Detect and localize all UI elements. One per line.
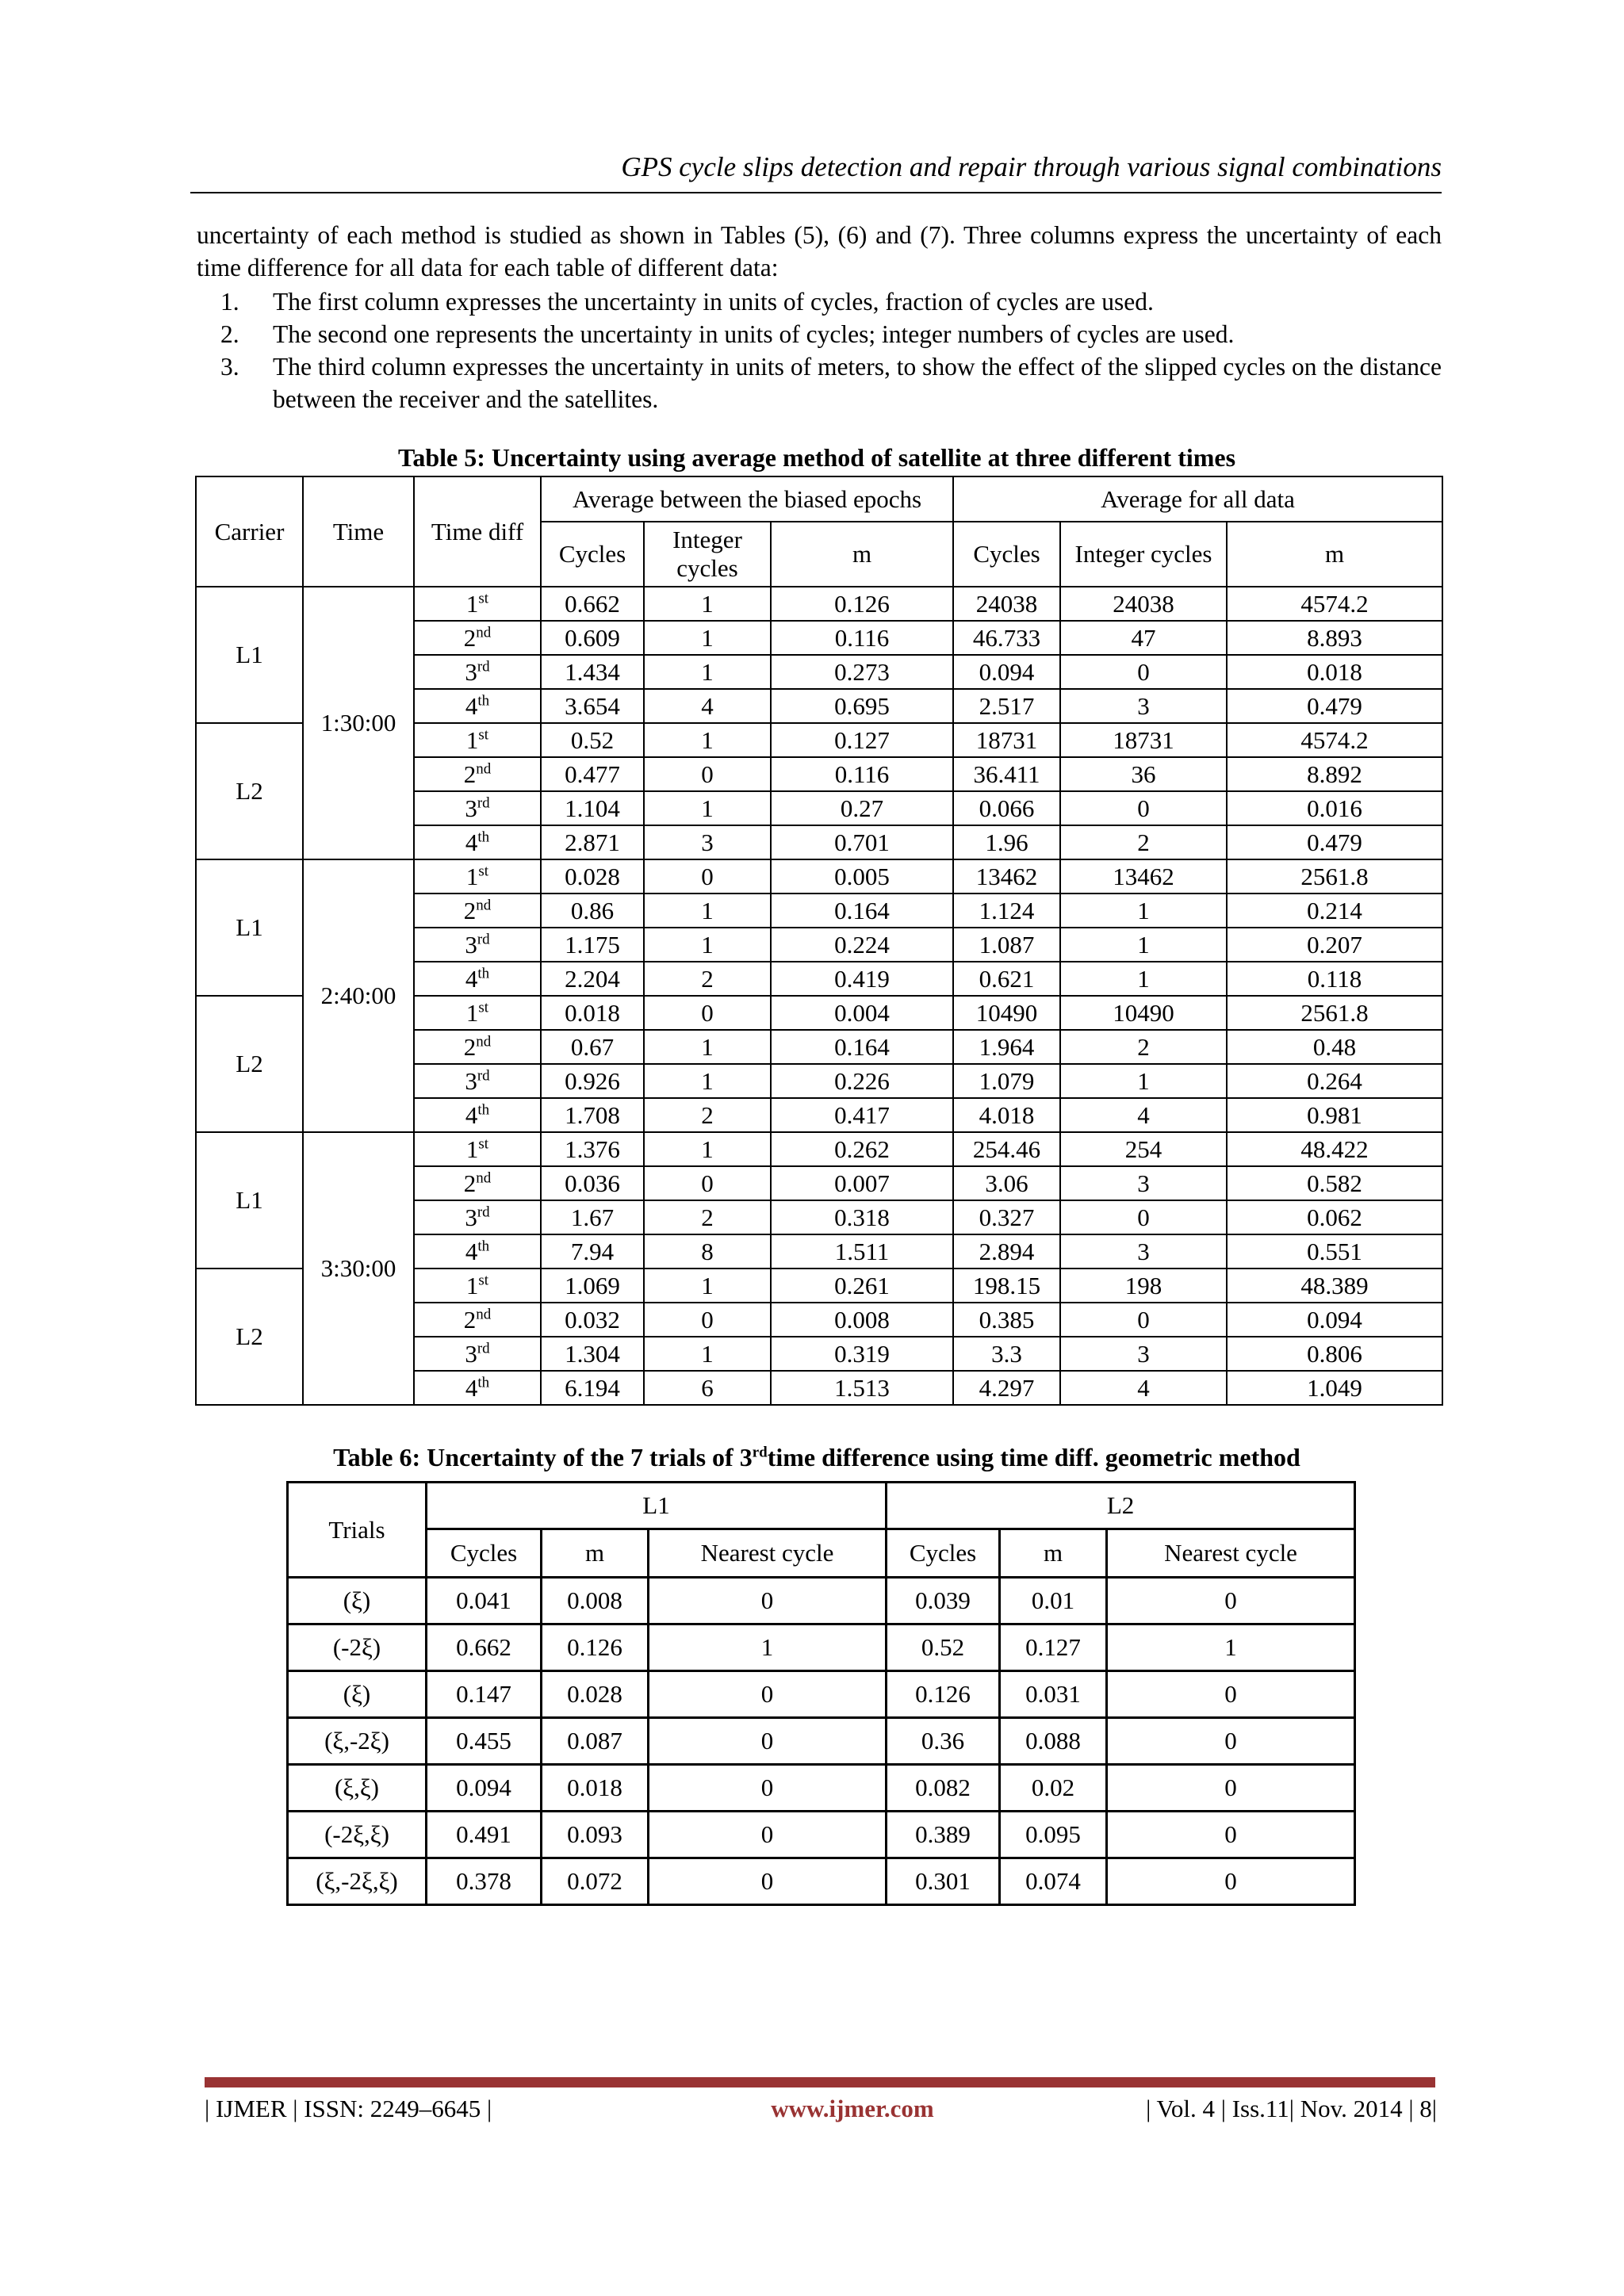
value-cell: 0: [644, 996, 771, 1030]
value-cell: 0.088: [1000, 1718, 1107, 1765]
header-cycles: Cycles: [427, 1529, 542, 1578]
time-diff-cell: 3rd: [414, 791, 541, 825]
value-cell: 0.039: [887, 1578, 1000, 1624]
value-cell: 1.104: [541, 791, 644, 825]
value-cell: 0.008: [542, 1578, 649, 1624]
value-cell: 3: [644, 825, 771, 859]
value-cell: 1: [644, 791, 771, 825]
value-cell: 0.028: [542, 1671, 649, 1718]
value-cell: 10490: [953, 996, 1060, 1030]
value-cell: 0.319: [771, 1337, 953, 1371]
value-cell: 1.175: [541, 928, 644, 962]
value-cell: 1.513: [771, 1371, 953, 1405]
header-cycles: Cycles: [887, 1529, 1000, 1578]
value-cell: 1.124: [953, 894, 1060, 928]
time-diff-cell: 1st: [414, 1269, 541, 1303]
table5-body: [196, 587, 1442, 1405]
time-diff-cell: 2nd: [414, 1166, 541, 1200]
time-diff-cell: 3rd: [414, 1200, 541, 1234]
value-cell: 4.018: [953, 1098, 1060, 1132]
time-cell: 1:30:00: [303, 587, 414, 859]
value-cell: 0.164: [771, 894, 953, 928]
intro-paragraph: uncertainty of each method is studied as shown in Tables (5), (6) and (7). Three columns express the uncertainty of each time difference for all data for each table of different data:: [197, 221, 1442, 281]
value-cell: 1.96: [953, 825, 1060, 859]
value-cell: 0.005: [771, 859, 953, 894]
value-cell: 0.214: [1227, 894, 1442, 928]
value-cell: 0: [1060, 1200, 1227, 1234]
trial-cell: (ξ,-2ξ): [288, 1718, 427, 1765]
value-cell: 1.511: [771, 1234, 953, 1269]
value-cell: 0.127: [1000, 1624, 1107, 1671]
value-cell: 0: [649, 1671, 887, 1718]
table6-caption: Table 6: Uncertainty of the 7 trials of 3rdtime difference using time diff. geometric method: [333, 1443, 1300, 1471]
value-cell: 254.46: [953, 1132, 1060, 1166]
header-group-biased: Average between the biased epochs: [541, 476, 953, 522]
value-cell: 3.06: [953, 1166, 1060, 1200]
value-cell: 0: [1107, 1578, 1355, 1624]
value-cell: 254: [1060, 1132, 1227, 1166]
value-cell: 18731: [1060, 723, 1227, 757]
header-m: m: [1000, 1529, 1107, 1578]
value-cell: 0.419: [771, 962, 953, 996]
value-cell: 18731: [953, 723, 1060, 757]
value-cell: 0: [1060, 791, 1227, 825]
table-row: [196, 587, 1442, 621]
table-row: [196, 1132, 1442, 1166]
value-cell: 2561.8: [1227, 859, 1442, 894]
method-list: [197, 285, 1442, 415]
value-cell: 0.226: [771, 1064, 953, 1098]
value-cell: 1.708: [541, 1098, 644, 1132]
value-cell: 0.86: [541, 894, 644, 928]
time-diff-cell: 1st: [414, 587, 541, 621]
value-cell: 1: [644, 1337, 771, 1371]
value-cell: 10490: [1060, 996, 1227, 1030]
value-cell: 3: [1060, 1234, 1227, 1269]
value-cell: 36: [1060, 757, 1227, 791]
time-diff-cell: 3rd: [414, 1064, 541, 1098]
value-cell: 0: [649, 1858, 887, 1905]
value-cell: 0.094: [1227, 1303, 1442, 1337]
value-cell: 46.733: [953, 621, 1060, 655]
list-item: 2. The second one represents the uncertainty in units of cycles; integer numbers of cycles are used.: [220, 320, 1235, 348]
value-cell: 0.01: [1000, 1578, 1107, 1624]
table-row: [288, 1765, 1355, 1812]
table-row: [288, 1812, 1355, 1858]
value-cell: 0.67: [541, 1030, 644, 1064]
header-rule: [190, 192, 1442, 193]
value-cell: 0.318: [771, 1200, 953, 1234]
value-cell: 0.389: [887, 1812, 1000, 1858]
time-diff-cell: 4th: [414, 689, 541, 723]
value-cell: 0.082: [887, 1765, 1000, 1812]
header-m: m: [542, 1529, 649, 1578]
value-cell: 1: [1060, 1064, 1227, 1098]
value-cell: 0.27: [771, 791, 953, 825]
list-item: 3. The third column expresses the uncertainty in units of meters, to show the effect of the slipped cycles on the distance between the receiver and the satellites.: [220, 353, 1442, 413]
value-cell: 0.261: [771, 1269, 953, 1303]
value-cell: 1.087: [953, 928, 1060, 962]
time-diff-cell: 3rd: [414, 928, 541, 962]
value-cell: 0.032: [541, 1303, 644, 1337]
value-cell: 0: [649, 1812, 887, 1858]
time-cell: 2:40:00: [303, 859, 414, 1132]
value-cell: 2: [644, 1098, 771, 1132]
trial-cell: (ξ,ξ): [288, 1765, 427, 1812]
header-group-all: Average for all data: [953, 476, 1442, 522]
value-cell: 8.892: [1227, 757, 1442, 791]
time-diff-cell: 1st: [414, 996, 541, 1030]
value-cell: 0.066: [953, 791, 1060, 825]
value-cell: 0.264: [1227, 1064, 1442, 1098]
value-cell: 0.126: [542, 1624, 649, 1671]
value-cell: 0: [1107, 1858, 1355, 1905]
time-diff-cell: 3rd: [414, 1337, 541, 1371]
value-cell: 4574.2: [1227, 723, 1442, 757]
value-cell: 0.02: [1000, 1765, 1107, 1812]
value-cell: 0.52: [887, 1624, 1000, 1671]
value-cell: 1: [644, 894, 771, 928]
value-cell: 2: [644, 1200, 771, 1234]
value-cell: 1: [649, 1624, 887, 1671]
value-cell: 36.411: [953, 757, 1060, 791]
value-cell: 0.008: [771, 1303, 953, 1337]
header-m: m: [771, 522, 953, 587]
value-cell: 1: [644, 1030, 771, 1064]
value-cell: 2: [1060, 825, 1227, 859]
value-cell: 0.207: [1227, 928, 1442, 962]
value-cell: 0.062: [1227, 1200, 1442, 1234]
value-cell: 0.036: [541, 1166, 644, 1200]
value-cell: 0: [1107, 1765, 1355, 1812]
value-cell: 2.871: [541, 825, 644, 859]
value-cell: 0.095: [1000, 1812, 1107, 1858]
value-cell: 4: [1060, 1098, 1227, 1132]
header-nearest-cycle: Nearest cycle: [1107, 1529, 1355, 1578]
value-cell: 0.385: [953, 1303, 1060, 1337]
value-cell: 2: [644, 962, 771, 996]
value-cell: 0.479: [1227, 689, 1442, 723]
value-cell: 1: [644, 655, 771, 689]
value-cell: 1: [644, 928, 771, 962]
time-diff-cell: 1st: [414, 859, 541, 894]
value-cell: 0.018: [1227, 655, 1442, 689]
time-diff-cell: 2nd: [414, 1303, 541, 1337]
value-cell: 0: [1107, 1812, 1355, 1858]
header-cycles: Cycles: [953, 522, 1060, 587]
table-row: [288, 1671, 1355, 1718]
value-cell: 0.018: [541, 996, 644, 1030]
value-cell: 1: [1060, 894, 1227, 928]
value-cell: 7.94: [541, 1234, 644, 1269]
value-cell: 2561.8: [1227, 996, 1442, 1030]
time-diff-cell: 2nd: [414, 757, 541, 791]
trial-cell: (ξ): [288, 1578, 427, 1624]
value-cell: 1: [1060, 962, 1227, 996]
value-cell: 0.127: [771, 723, 953, 757]
value-cell: 0.116: [771, 621, 953, 655]
value-cell: 0.041: [427, 1578, 542, 1624]
value-cell: 0.093: [542, 1812, 649, 1858]
value-cell: 1: [644, 587, 771, 621]
value-cell: 0.479: [1227, 825, 1442, 859]
value-cell: 0: [649, 1718, 887, 1765]
value-cell: 6: [644, 1371, 771, 1405]
carrier-cell: L1: [196, 587, 303, 723]
value-cell: 0.016: [1227, 791, 1442, 825]
header-trials: Trials: [288, 1483, 427, 1578]
table-row: [288, 1624, 1355, 1671]
value-cell: 2.517: [953, 689, 1060, 723]
value-cell: 0.327: [953, 1200, 1060, 1234]
value-cell: 1.964: [953, 1030, 1060, 1064]
value-cell: 3.3: [953, 1337, 1060, 1371]
value-cell: 8: [644, 1234, 771, 1269]
time-diff-cell: 1st: [414, 723, 541, 757]
footer-website-link[interactable]: www.ijmer.com: [771, 2095, 934, 2122]
value-cell: 0.116: [771, 757, 953, 791]
value-cell: 0.926: [541, 1064, 644, 1098]
value-cell: 4574.2: [1227, 587, 1442, 621]
header-integer-cycles: Integer cycles: [644, 522, 771, 587]
footer-volume-info: | Vol. 4 | Iss.11| Nov. 2014 | 8|: [1146, 2095, 1437, 2122]
value-cell: 0: [649, 1765, 887, 1812]
value-cell: 0.094: [953, 655, 1060, 689]
time-diff-cell: 3rd: [414, 655, 541, 689]
header-carrier: Carrier: [196, 476, 303, 587]
value-cell: 0.028: [541, 859, 644, 894]
header-time: Time: [303, 476, 414, 587]
value-cell: 24038: [1060, 587, 1227, 621]
value-cell: 0.301: [887, 1858, 1000, 1905]
value-cell: 2: [1060, 1030, 1227, 1064]
footer-journal-info: | IJMER | ISSN: 2249–6645 |: [205, 2095, 492, 2122]
value-cell: 0.004: [771, 996, 953, 1030]
value-cell: 0.806: [1227, 1337, 1442, 1371]
value-cell: 48.389: [1227, 1269, 1442, 1303]
table-row: [288, 1858, 1355, 1905]
value-cell: 3: [1060, 1166, 1227, 1200]
value-cell: 0: [644, 757, 771, 791]
header-nearest-cycle: Nearest cycle: [649, 1529, 887, 1578]
time-diff-cell: 2nd: [414, 621, 541, 655]
time-diff-cell: 1st: [414, 1132, 541, 1166]
value-cell: 48.422: [1227, 1132, 1442, 1166]
value-cell: 0.695: [771, 689, 953, 723]
table-row: [288, 1718, 1355, 1765]
header-cycles: Cycles: [541, 522, 644, 587]
value-cell: 0: [644, 1303, 771, 1337]
value-cell: 0.224: [771, 928, 953, 962]
value-cell: 1: [1060, 928, 1227, 962]
value-cell: 2.204: [541, 962, 644, 996]
value-cell: 0: [644, 1166, 771, 1200]
value-cell: 0.378: [427, 1858, 542, 1905]
value-cell: 0.48: [1227, 1030, 1442, 1064]
time-diff-cell: 4th: [414, 825, 541, 859]
value-cell: 0.582: [1227, 1166, 1442, 1200]
table5-caption: Table 5: Uncertainty using average method of satellite at three different times: [397, 443, 1236, 472]
value-cell: 1: [644, 621, 771, 655]
value-cell: 0.491: [427, 1812, 542, 1858]
value-cell: 8.893: [1227, 621, 1442, 655]
carrier-cell: L1: [196, 1132, 303, 1269]
value-cell: 4.297: [953, 1371, 1060, 1405]
value-cell: 0.701: [771, 825, 953, 859]
value-cell: 0.609: [541, 621, 644, 655]
carrier-cell: L2: [196, 723, 303, 859]
value-cell: 6.194: [541, 1371, 644, 1405]
value-cell: 1.434: [541, 655, 644, 689]
time-cell: 3:30:00: [303, 1132, 414, 1405]
table6-body: [288, 1578, 1355, 1905]
value-cell: 1: [644, 1132, 771, 1166]
header-time-diff: Time diff: [414, 476, 541, 587]
value-cell: 1: [1107, 1624, 1355, 1671]
value-cell: 13462: [953, 859, 1060, 894]
value-cell: 4: [1060, 1371, 1227, 1405]
table5: [195, 476, 1443, 1406]
table6: [286, 1481, 1356, 1906]
time-diff-cell: 4th: [414, 962, 541, 996]
value-cell: 0: [644, 859, 771, 894]
value-cell: 198: [1060, 1269, 1227, 1303]
trial-cell: (ξ,-2ξ,ξ): [288, 1858, 427, 1905]
value-cell: 4: [644, 689, 771, 723]
value-cell: 0.072: [542, 1858, 649, 1905]
value-cell: 0.074: [1000, 1858, 1107, 1905]
value-cell: 0.455: [427, 1718, 542, 1765]
value-cell: 3: [1060, 689, 1227, 723]
value-cell: 1.049: [1227, 1371, 1442, 1405]
value-cell: 0.147: [427, 1671, 542, 1718]
value-cell: 0.031: [1000, 1671, 1107, 1718]
value-cell: 0.662: [427, 1624, 542, 1671]
value-cell: 1.304: [541, 1337, 644, 1371]
header-l1: L1: [427, 1483, 887, 1529]
carrier-cell: L2: [196, 996, 303, 1132]
value-cell: 0.477: [541, 757, 644, 791]
value-cell: 0.126: [771, 587, 953, 621]
value-cell: 0: [1060, 1303, 1227, 1337]
time-diff-cell: 4th: [414, 1234, 541, 1269]
value-cell: 0.621: [953, 962, 1060, 996]
value-cell: 0.417: [771, 1098, 953, 1132]
value-cell: 0.094: [427, 1765, 542, 1812]
value-cell: 1.67: [541, 1200, 644, 1234]
time-diff-cell: 4th: [414, 1371, 541, 1405]
value-cell: 24038: [953, 587, 1060, 621]
value-cell: 0: [649, 1578, 887, 1624]
time-diff-cell: 2nd: [414, 1030, 541, 1064]
time-diff-cell: 2nd: [414, 894, 541, 928]
value-cell: 1: [644, 1064, 771, 1098]
value-cell: 3: [1060, 1337, 1227, 1371]
value-cell: 0.126: [887, 1671, 1000, 1718]
header-m: m: [1227, 522, 1442, 587]
trial-cell: (-2ξ,ξ): [288, 1812, 427, 1858]
value-cell: 0.007: [771, 1166, 953, 1200]
value-cell: 0.551: [1227, 1234, 1442, 1269]
list-item: 1. The first column expresses the uncertainty in units of cycles, fraction of cycles are used.: [220, 288, 1154, 316]
footer-rule: [205, 2077, 1435, 2087]
value-cell: 13462: [1060, 859, 1227, 894]
carrier-cell: L1: [196, 859, 303, 996]
table-row: [288, 1578, 1355, 1624]
table-row: [196, 859, 1442, 894]
value-cell: 0: [1060, 655, 1227, 689]
value-cell: 0.018: [542, 1765, 649, 1812]
value-cell: 0.52: [541, 723, 644, 757]
value-cell: 1: [644, 1269, 771, 1303]
value-cell: 0: [1107, 1718, 1355, 1765]
value-cell: 1: [644, 723, 771, 757]
value-cell: 3.654: [541, 689, 644, 723]
value-cell: 0.087: [542, 1718, 649, 1765]
value-cell: 0.662: [541, 587, 644, 621]
value-cell: 0.118: [1227, 962, 1442, 996]
trial-cell: (ξ): [288, 1671, 427, 1718]
value-cell: 0.262: [771, 1132, 953, 1166]
value-cell: 0.981: [1227, 1098, 1442, 1132]
value-cell: 1.376: [541, 1132, 644, 1166]
value-cell: 0: [1107, 1671, 1355, 1718]
value-cell: 1.079: [953, 1064, 1060, 1098]
time-diff-cell: 4th: [414, 1098, 541, 1132]
value-cell: 47: [1060, 621, 1227, 655]
value-cell: 0.164: [771, 1030, 953, 1064]
header-integer-cycles: Integer cycles: [1060, 522, 1227, 587]
value-cell: 0.273: [771, 655, 953, 689]
carrier-cell: L2: [196, 1269, 303, 1405]
value-cell: 1.069: [541, 1269, 644, 1303]
value-cell: 198.15: [953, 1269, 1060, 1303]
trial-cell: (-2ξ): [288, 1624, 427, 1671]
value-cell: 0.36: [887, 1718, 1000, 1765]
value-cell: 2.894: [953, 1234, 1060, 1269]
running-header: GPS cycle slips detection and repair through various signal combinations: [621, 151, 1442, 182]
header-l2: L2: [887, 1483, 1355, 1529]
